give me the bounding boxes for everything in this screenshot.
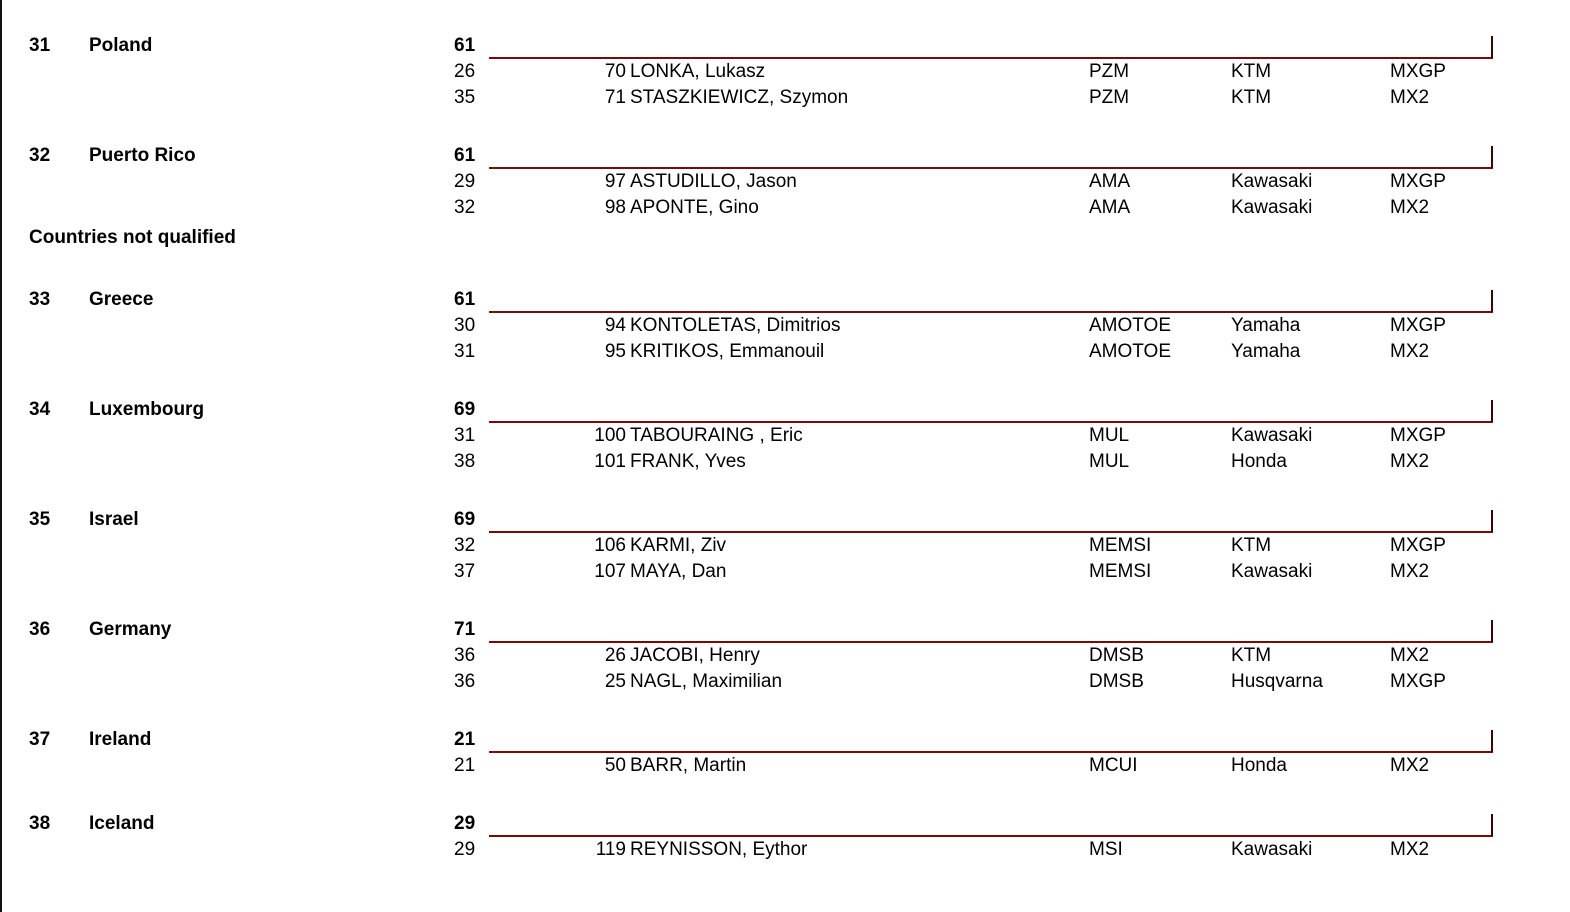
rider-number: 98 bbox=[604, 197, 626, 218]
rider-points: 29 bbox=[454, 839, 476, 860]
rider-row bbox=[0, 645, 1570, 671]
rider-federation: MEMSI bbox=[1089, 535, 1152, 556]
country-total-points: 69 bbox=[454, 509, 476, 530]
rider-brand: Kawasaki bbox=[1231, 171, 1313, 192]
rider-number: 95 bbox=[604, 341, 626, 362]
group-divider-tick bbox=[1491, 36, 1493, 58]
rider-number: 70 bbox=[604, 61, 626, 82]
country-total-points: 61 bbox=[454, 289, 476, 310]
rider-brand: KTM bbox=[1231, 87, 1272, 108]
rider-class: MX2 bbox=[1390, 87, 1430, 108]
rider-brand: Yamaha bbox=[1231, 341, 1301, 362]
rider-points: 36 bbox=[454, 645, 476, 666]
group-divider-line bbox=[489, 57, 1493, 59]
not-qualified-heading: Countries not qualified bbox=[29, 227, 236, 248]
rider-federation: MSI bbox=[1089, 839, 1123, 860]
rider-class: MXGP bbox=[1390, 425, 1446, 446]
rider-federation: PZM bbox=[1089, 61, 1130, 82]
rider-name: APONTE, Gino bbox=[630, 197, 759, 218]
country-rank: 31 bbox=[29, 35, 51, 56]
rider-brand: KTM bbox=[1231, 535, 1272, 556]
rider-brand: Honda bbox=[1231, 755, 1287, 776]
rider-number: 107 bbox=[594, 561, 626, 582]
rider-class: MX2 bbox=[1390, 755, 1430, 776]
rider-row bbox=[0, 197, 1570, 223]
rider-points: 26 bbox=[454, 61, 476, 82]
rider-points: 36 bbox=[454, 671, 476, 692]
country-total-points: 71 bbox=[454, 619, 476, 640]
country-rank: 37 bbox=[29, 729, 51, 750]
rider-name: KONTOLETAS, Dimitrios bbox=[630, 315, 841, 336]
rider-row bbox=[0, 341, 1570, 367]
rider-number: 94 bbox=[604, 315, 626, 336]
country-total-points: 61 bbox=[454, 35, 476, 56]
rider-name: FRANK, Yves bbox=[630, 451, 746, 472]
rider-class: MX2 bbox=[1390, 561, 1430, 582]
rider-row bbox=[0, 315, 1570, 341]
group-divider-line bbox=[489, 751, 1493, 753]
rider-points: 29 bbox=[454, 171, 476, 192]
country-total-points: 61 bbox=[454, 145, 476, 166]
rider-brand: Husqvarna bbox=[1231, 671, 1323, 692]
country-name: Israel bbox=[89, 509, 139, 530]
group-divider-line bbox=[489, 531, 1493, 533]
rider-name: MAYA, Dan bbox=[630, 561, 727, 582]
rider-class: MXGP bbox=[1390, 671, 1446, 692]
rider-federation: AMOTOE bbox=[1089, 315, 1171, 336]
rider-name: TABOURAING , Eric bbox=[630, 425, 803, 446]
group-divider-line bbox=[489, 167, 1493, 169]
rider-points: 31 bbox=[454, 425, 476, 446]
country-total-points: 69 bbox=[454, 399, 476, 420]
rider-number: 71 bbox=[604, 87, 626, 108]
rider-class: MXGP bbox=[1390, 61, 1446, 82]
country-total-points: 21 bbox=[454, 729, 476, 750]
country-name: Iceland bbox=[89, 813, 155, 834]
rider-row bbox=[0, 561, 1570, 587]
group-divider-tick bbox=[1491, 510, 1493, 532]
country-name: Luxembourg bbox=[89, 399, 205, 420]
country-name: Germany bbox=[89, 619, 172, 640]
rider-number: 26 bbox=[604, 645, 626, 666]
country-name: Ireland bbox=[89, 729, 152, 750]
country-name: Puerto Rico bbox=[89, 145, 196, 166]
rider-row bbox=[0, 61, 1570, 87]
rider-number: 101 bbox=[594, 451, 626, 472]
rider-row bbox=[0, 171, 1570, 197]
group-divider-tick bbox=[1491, 400, 1493, 422]
rider-federation: DMSB bbox=[1089, 671, 1144, 692]
rider-name: KARMI, Ziv bbox=[630, 535, 727, 556]
country-rank: 33 bbox=[29, 289, 51, 310]
group-divider-tick bbox=[1491, 620, 1493, 642]
rider-brand: Kawasaki bbox=[1231, 561, 1313, 582]
rider-class: MX2 bbox=[1390, 645, 1430, 666]
rider-class: MX2 bbox=[1390, 839, 1430, 860]
rider-number: 97 bbox=[604, 171, 626, 192]
rider-row bbox=[0, 87, 1570, 113]
rider-name: JACOBI, Henry bbox=[630, 645, 760, 666]
rider-number: 50 bbox=[604, 755, 626, 776]
rider-class: MXGP bbox=[1390, 171, 1446, 192]
group-divider-line bbox=[489, 641, 1493, 643]
rider-name: ASTUDILLO, Jason bbox=[630, 171, 797, 192]
rider-federation: AMOTOE bbox=[1089, 341, 1171, 362]
rider-name: NAGL, Maximilian bbox=[630, 671, 783, 692]
rider-points: 21 bbox=[454, 755, 476, 776]
country-rank: 38 bbox=[29, 813, 51, 834]
group-divider-tick bbox=[1491, 146, 1493, 168]
rider-brand: Kawasaki bbox=[1231, 425, 1313, 446]
rider-name: BARR, Martin bbox=[630, 755, 747, 776]
rider-federation: MUL bbox=[1089, 451, 1130, 472]
rider-points: 31 bbox=[454, 341, 476, 362]
rider-brand: KTM bbox=[1231, 645, 1272, 666]
rider-class: MXGP bbox=[1390, 315, 1446, 336]
group-divider-line bbox=[489, 835, 1493, 837]
country-rank: 34 bbox=[29, 399, 51, 420]
rider-number: 119 bbox=[595, 839, 626, 860]
group-divider-tick bbox=[1491, 290, 1493, 312]
rider-class: MX2 bbox=[1390, 341, 1430, 362]
country-rank: 35 bbox=[29, 509, 51, 530]
group-divider-line bbox=[489, 311, 1493, 313]
rider-number: 106 bbox=[594, 535, 626, 556]
country-rank: 32 bbox=[29, 145, 51, 166]
rider-points: 37 bbox=[454, 561, 476, 582]
group-divider-tick bbox=[1491, 814, 1493, 836]
rider-points: 38 bbox=[454, 451, 476, 472]
rider-row bbox=[0, 839, 1570, 865]
rider-class: MX2 bbox=[1390, 451, 1430, 472]
rider-number: 25 bbox=[604, 671, 626, 692]
rider-points: 30 bbox=[454, 315, 476, 336]
rider-brand: Kawasaki bbox=[1231, 839, 1313, 860]
rider-federation: MCUI bbox=[1089, 755, 1138, 776]
rider-federation: MEMSI bbox=[1089, 561, 1152, 582]
rider-row bbox=[0, 671, 1570, 697]
rider-federation: PZM bbox=[1089, 87, 1130, 108]
rider-row bbox=[0, 755, 1570, 781]
rider-points: 35 bbox=[454, 87, 476, 108]
rider-federation: AMA bbox=[1089, 171, 1131, 192]
rider-brand: KTM bbox=[1231, 61, 1272, 82]
rider-brand: Kawasaki bbox=[1231, 197, 1313, 218]
rider-brand: Yamaha bbox=[1231, 315, 1301, 336]
rider-row bbox=[0, 535, 1570, 561]
group-divider-tick bbox=[1491, 730, 1493, 752]
rider-points: 32 bbox=[454, 197, 476, 218]
rider-name: REYNISSON, Eythor bbox=[630, 839, 808, 860]
rider-row bbox=[0, 425, 1570, 451]
rider-class: MXGP bbox=[1390, 535, 1446, 556]
rider-row bbox=[0, 451, 1570, 477]
country-name: Greece bbox=[89, 289, 154, 310]
country-rank: 36 bbox=[29, 619, 51, 640]
rider-brand: Honda bbox=[1231, 451, 1287, 472]
rider-number: 100 bbox=[594, 425, 626, 446]
rider-name: KRITIKOS, Emmanouil bbox=[630, 341, 825, 362]
group-divider-line bbox=[489, 421, 1493, 423]
rider-federation: AMA bbox=[1089, 197, 1131, 218]
country-total-points: 29 bbox=[454, 813, 476, 834]
country-name: Poland bbox=[89, 35, 153, 56]
rider-federation: MUL bbox=[1089, 425, 1130, 446]
rider-federation: DMSB bbox=[1089, 645, 1144, 666]
rider-name: LONKA, Lukasz bbox=[630, 61, 766, 82]
rider-class: MX2 bbox=[1390, 197, 1430, 218]
rider-name: STASZKIEWICZ, Szymon bbox=[630, 87, 849, 108]
rider-points: 32 bbox=[454, 535, 476, 556]
